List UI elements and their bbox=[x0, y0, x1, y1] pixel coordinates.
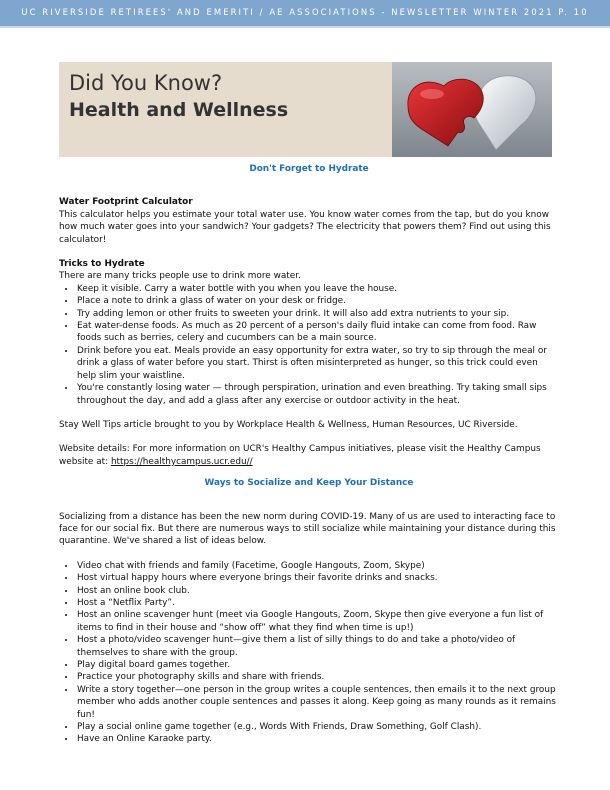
list-item: • Have an Online Karaoke party. bbox=[76, 733, 559, 745]
list-item: • Play a social online game together (e.g., Words With Friends, Draw Something, Golf Clash). bbox=[76, 721, 559, 733]
banner-title-line1: Did You Know? bbox=[69, 71, 223, 95]
list-item: • Host a “Netflix Party”. bbox=[76, 597, 559, 609]
list-item: • Drink before you eat. Meals provide an easy opportunity for extra water, so try to sip through the meal or drink a glass of water before you start. Thirst is often misinterpreted as hunger, so this trick could even help slim your waistline. bbox=[76, 345, 559, 382]
list-item: • Play digital board games together. bbox=[76, 659, 559, 671]
list-item: • Host a photo/video scavenger hunt—give them a list of silly things to do and take a photo/video of themselves to share with the group. bbox=[76, 634, 559, 659]
tricks-list bbox=[59, 283, 559, 407]
footprint-text: This calculator helps you estimate your total water use. You know water comes from the tap, but do you know how much water goes into your sandwich? Your gadgets? The electricity that powers them? Find out using this calculator! bbox=[59, 209, 551, 245]
did-you-know-banner bbox=[59, 62, 552, 157]
hydrate-heading: Don't Forget to Hydrate bbox=[249, 164, 369, 174]
article-content bbox=[59, 163, 559, 746]
tricks-title: Tricks to Hydrate bbox=[59, 259, 145, 270]
socialize-heading: Ways to Socialize and Keep Your Distance bbox=[204, 478, 414, 489]
credit-text: Stay Well Tips article brought to you by Workplace Health & Wellness, Human Resources, UC Riverside. bbox=[59, 419, 518, 430]
list-item: • Host an online book club. bbox=[76, 585, 559, 597]
header-divider bbox=[0, 26, 610, 28]
ideas-list bbox=[59, 560, 559, 746]
newsletter-header bbox=[0, 0, 610, 26]
heart-puzzle-image bbox=[392, 62, 552, 157]
website-details bbox=[59, 443, 559, 468]
list-item: • Write a story together—one person in the group writes a couple sentences, then emails it to the next group member who adds another couple sentences and passes it along. Keep going as many rounds as it remains fun! bbox=[76, 684, 559, 721]
list-item: • Practice your photography skills and share with friends. bbox=[76, 671, 559, 683]
banner-title-line2: Health and Wellness bbox=[69, 99, 289, 121]
list-item: • Eat water-dense foods. As much as 20 percent of a person's daily fluid intake can come from food. Raw foods such as berries, celery and cucumbers can be a main source. bbox=[76, 320, 559, 345]
list-item: • Host virtual happy hours where everyone brings their favorite drinks and snacks. bbox=[76, 572, 559, 584]
newsletter-header-text: UC RIVERSIDE RETIREES' AND EMERITI / AE ASSOCIATIONS - NEWSLETTER WINTER 2021 P. 10 bbox=[21, 7, 589, 17]
tricks-intro: There are many tricks people use to drink more water. bbox=[59, 271, 301, 282]
list-item: • Host an online scavenger hunt (meet via Google Hangouts, Zoom, Skype then give everyone a fun list of items to find in their house and “show off” what they find when time is up!) bbox=[76, 609, 559, 634]
socialize-intro: Socializing from a distance has been the new norm during COVID-19. Many of us are used to interacting face to face for our social fix. But there are numerous ways to still socialize while maintaining your distance during this quarantine. We've shared a list of ideas below. bbox=[59, 511, 556, 547]
list-item: • Place a note to drink a glass of water on your desk or fridge. bbox=[76, 295, 559, 307]
website-details-text: Website details: For more information on UCR's Healthy Campus initiatives, please visit the Healthy Campus website at: bbox=[59, 444, 541, 467]
list-item: • Keep it visible. Carry a water bottle with you when you leave the house. bbox=[76, 283, 559, 295]
list-item: • You're constantly losing water — through perspiration, urination and even breathing. Try taking small sips throughout the day, and add a glass after any exercise or outdoor activity in the heat. bbox=[76, 382, 559, 407]
footprint-title: Water Footprint Calculator bbox=[59, 197, 193, 208]
red-heart-highlight bbox=[420, 89, 444, 99]
healthy-campus-link[interactable]: https://healthycampus.ucr.edu// bbox=[110, 456, 253, 467]
list-item: • Video chat with friends and family (Facetime, Google Hangouts, Zoom, Skype) bbox=[76, 560, 559, 572]
list-item: • Try adding lemon or other fruits to sweeten your drink. It will also add extra nutrients to your sip. bbox=[76, 308, 559, 320]
